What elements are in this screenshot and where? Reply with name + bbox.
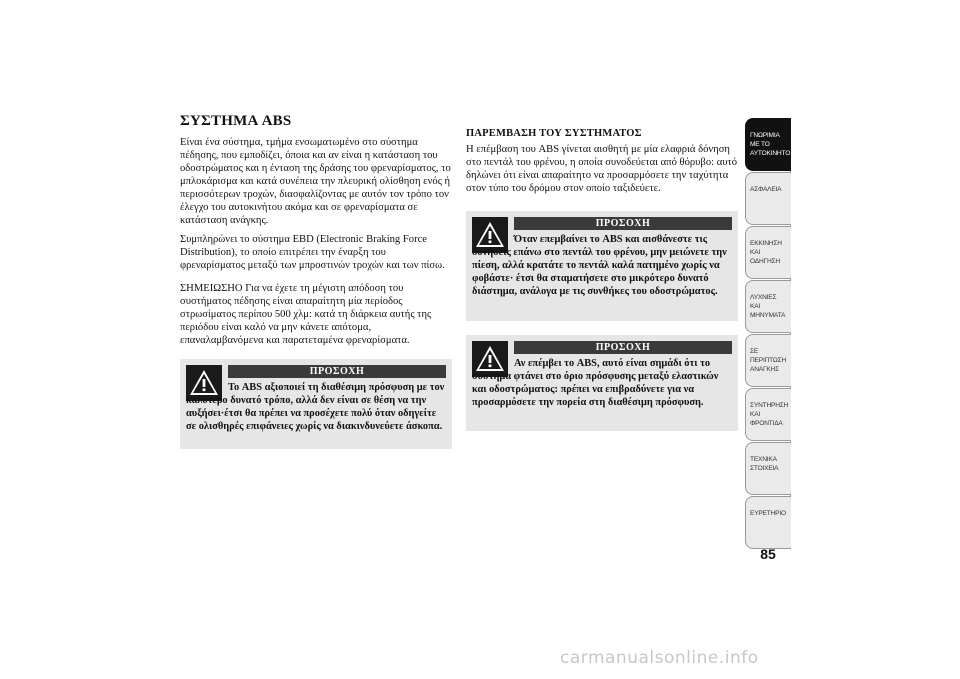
sidebar-tab-warning-lights[interactable]: ΛΥΧΝΙΕΣ ΚΑΙ ΜΗΝΥΜΑΤΑ (745, 280, 791, 333)
sidebar-tab-safety[interactable]: ΑΣΦΑΛΕΙΑ (745, 172, 791, 225)
paragraph-note: ΣΗΜΕΙΩΣΗΟ Για να έχετε τη μέγιστη απόδοση του συστήματος πέδησης είναι απαραίτητη μία περίοδος στρωσίματος περίπου 500 χλμ: κατά τη διάρκεια αυτής της περιόδου είναι καλό να μην κάνετε απότομα, επαναλαμβανόμενα και παρατεταμένα φρεναρίσματα. (180, 283, 432, 346)
warning-label: ΠΡΟΣΟΧΗ (228, 365, 446, 378)
section-title-intervention: ΠΑΡΕΜΒΑΣΗ ΤΟΥ ΣΥΣΤΗΜΑΤΟΣ (466, 128, 642, 139)
warning-text: Αν επέμβει το ABS, αυτό είναι σημάδι ότι το σύστημα φτάνει στο όριο πρόσφυσης μεταξύ ελαστικών και οδοστρώματος: πρέπει να επιβραδύνετε για να προσαρμόσετε την πορεία στη διαθέσιμη πρόσφυση. (472, 358, 719, 408)
paragraph-ebd: Συμπληρώνει το σύστημα EBD (Electronic Braking Force Distribution), το οποίο επιτρέπει την έναρξη του φρεναρίσματος μεταξύ των μπροστινών τροχών και των πίσω. (180, 234, 445, 271)
right-column (466, 128, 738, 431)
left-column (180, 110, 452, 449)
warning-label: ΠΡΟΣΟΧΗ (514, 341, 732, 354)
warning-box-abs-traction (180, 359, 452, 449)
paragraph-abs-description: Είναι ένα σύστημα, τμήμα ενσωματωμένο στο σύστημα πέδησης, που εμποδίζει, όποια και αν είναι η κατάσταση του οδοστρώματος και η ένταση της δράσης του φρεναρίσματος, το μπλοκάρισμα και κατά συνέπεια την πλευρική ολίσθηση ενός ή περισσότερων τροχών, διασφαλίζοντας με αυτόν τον τρόπο τον έλεγχο του αυτοκινήτου ακόμα και σε φρεναρίσματα σε κατάσταση ανάγκης. (180, 137, 451, 226)
sidebar-tab-technical-data[interactable]: ΤΕΧΝΙΚΑ ΣΤΟΙΧΕΙΑ (745, 442, 791, 495)
warning-box-pedal-vibration (466, 211, 738, 321)
warning-label: ΠΡΟΣΟΧΗ (514, 217, 732, 230)
paragraph-intervention: Η επέμβαση του ABS γίνεται αισθητή με μία ελαφριά δόνηση στο πεντάλ του φρένου, η οποία συνοδεύεται από θόρυβο: αυτό δηλώνει ότι είναι απαραίτητο να προσαρμόσετε την ταχύτητα στον τύπο του δρόμου στον οποίο ταξιδεύετε. (466, 144, 738, 194)
chapter-sidebar (745, 118, 791, 550)
sidebar-tab-starting-driving[interactable]: ΕΚΚΙΝΗΣΗ ΚΑΙ ΟΔΗΓΗΣΗ (745, 226, 791, 279)
warning-box-traction-limit (466, 335, 738, 431)
sidebar-tab-index[interactable]: ΕΥΡΕΤΗΡΙΟ (745, 496, 791, 549)
warning-text: Το ABS αξιοποιεί τη διαθέσιμη πρόσφυση με τον καλύτερο δυνατό τρόπο, αλλά δεν είναι σε θέση να την αυξήσει·έτσι θα πρέπει να προσέχετε πολύ όταν οδηγείτε σε ολισθηρές επιφάνειες χωρίς να διακινδυνεύετε άσκοπα. (186, 382, 445, 432)
sidebar-tab-emergency[interactable]: ΣΕ ΠΕΡΙΠΤΩΣΗ ΑΝΑΓΚΗΣ (745, 334, 791, 387)
warning-text: Όταν επεμβαίνει το ABS και αισθάνεστε τις δονήσεις επάνω στο πεντάλ του φρένου, μην μειώνετε την πίεση, αλλά κρατάτε το πεντάλ καλά πατημένο χωρίς να φοβάστε· έτσι θα σταματήσετε στο μικρότερο δυνατό διάστημα, ανάλογα με τις συνθήκες του οδοστρώματος. (472, 234, 727, 297)
section-title-abs: ΣΥΣΤΗΜΑ ABS (180, 113, 292, 129)
sidebar-tab-maintenance[interactable]: ΣΥΝΤΗΡΗΣΗ ΚΑΙ ΦΡΟΝΤΙΔΑ (745, 388, 791, 441)
page-number: 85 (760, 546, 776, 562)
watermark: carmanualsonline.info (560, 648, 759, 668)
sidebar-tab-getting-to-know[interactable]: ΓΝΩΡΙΜΙΑ ΜΕ ΤΟ ΑΥΤΟΚΙΝΗΤΟ (745, 118, 791, 171)
